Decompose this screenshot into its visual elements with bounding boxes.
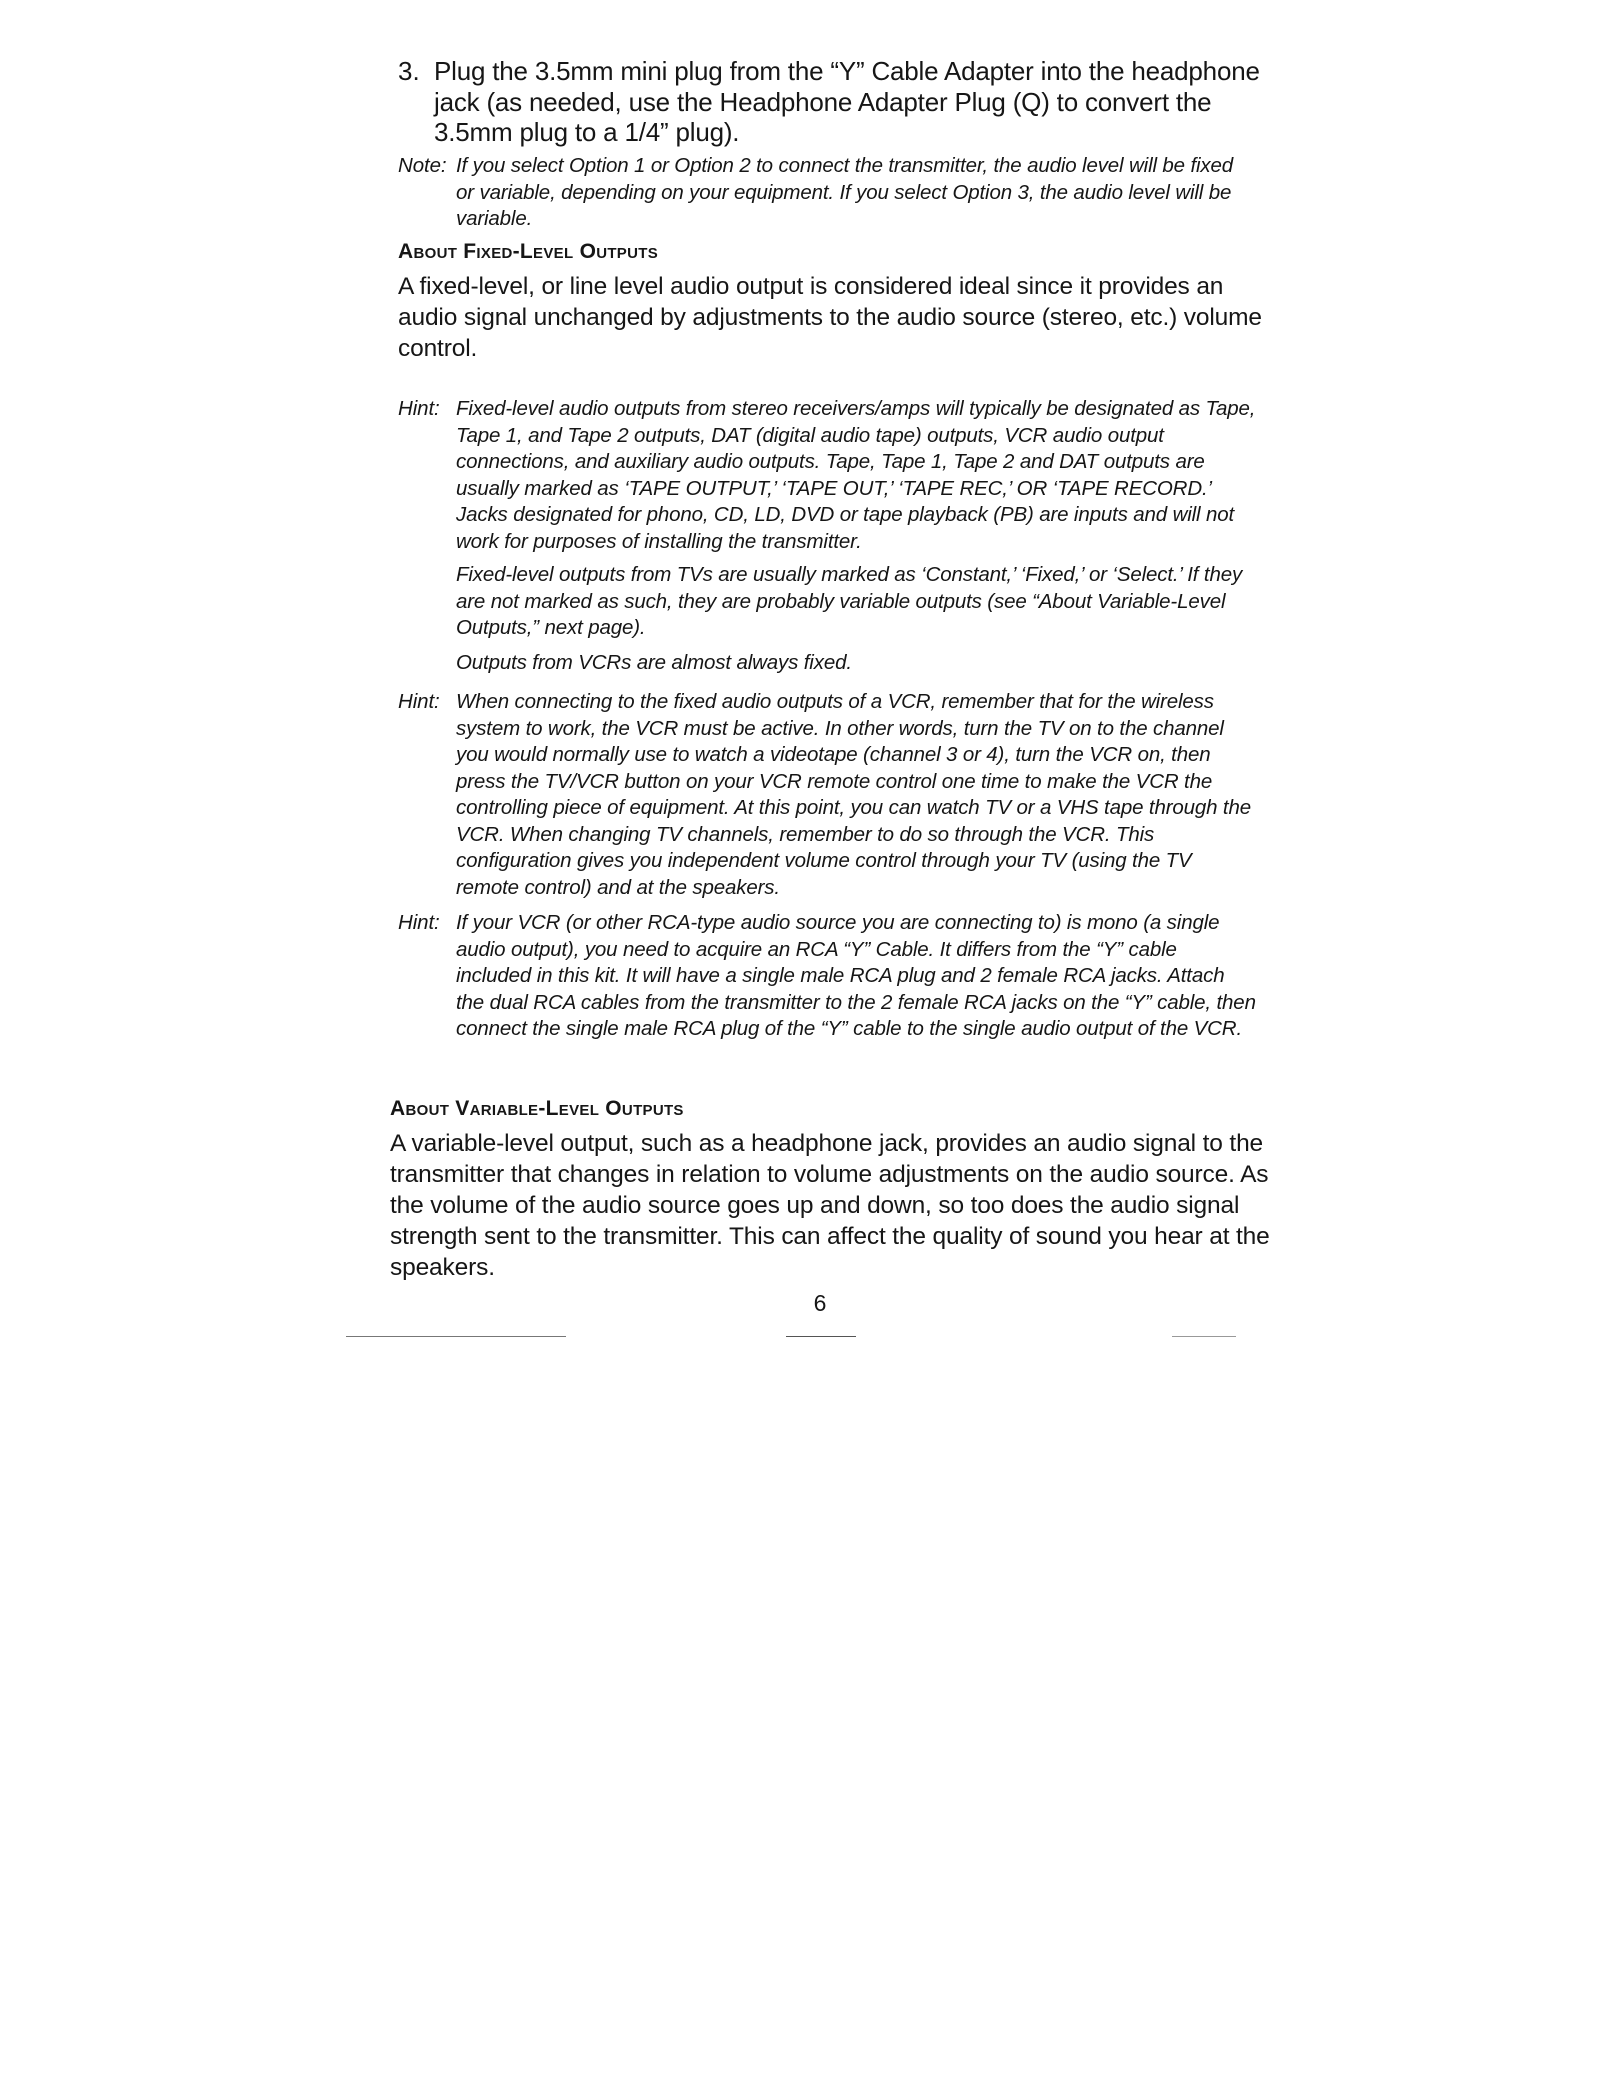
note-text: If you select Option 1 or Option 2 to connect the transmitter, the audio level will be fixed or variable, depending on your equipment. If you select Option 3, the audio level will be variable. <box>456 154 1234 230</box>
footer-rule <box>1172 1336 1236 1337</box>
fixed-level-heading: About Fixed-Level Outputs <box>398 240 658 263</box>
fixed-level-body: A fixed-level, or line level audio output is considered ideal since it provides an audio signal unchanged by adjustments to the audio source (stereo, etc.) volume control. <box>398 273 1262 362</box>
hint-label: Hint: <box>398 397 440 420</box>
page-number: 6 <box>813 1290 827 1316</box>
variable-level-heading: About Variable-Level Outputs <box>390 1097 684 1120</box>
hint-text-vcr-outputs: Outputs from VCRs are almost always fixed. <box>456 651 852 674</box>
hint-text: Fixed-level audio outputs from stereo receivers/amps will typically be designated as Tape, Tape 1, and Tape 2 outputs, DAT (digital audio tape) outputs, VCR audio output connections, and auxiliary audio outputs. Tape, Tape 1, Tape 2 and DAT outputs are usually marked as ‘TAPE OUTPUT,’ ‘TAPE OUT,’ ‘TAPE REC,’ OR ‘TAPE RECORD.’ Jacks designated for phono, CD, LD, DVD or tape playback (PB) are inputs and will not work for purposes of installing the transmitter. <box>456 397 1256 553</box>
hint-text: When connecting to the fixed audio outputs of a VCR, remember that for the wireless system to work, the VCR must be active. In other words, turn the TV on to the channel you would normally use to watch a videotape (channel 3 or 4), turn the VCR on, then press the TV/VCR button on your VCR remote control one time to make the VCR the controlling piece of equipment. At this point, you can watch TV or a VHS tape through the VCR. When changing TV channels, remember to do so through the VCR. This configuration gives you independent volume control through your TV (using the TV remote control) and at the speakers. <box>456 690 1251 899</box>
variable-level-body: A variable-level output, such as a headphone jack, provides an audio signal to the transmitter that changes in relation to volume adjustments on the audio source. As the volume of the audio source goes up and down, so too does the audio signal strength sent to the transmitter. This can affect the quality of sound you hear at the speakers. <box>390 1130 1270 1281</box>
footer-rule <box>786 1336 856 1337</box>
footer-rule <box>346 1336 566 1337</box>
step-text: Plug the 3.5mm mini plug from the “Y” Cable Adapter into the headphone jack (as needed, use the Headphone Adapter Plug (Q) to convert the 3.5mm plug to a 1/4” plug). <box>434 56 1260 147</box>
hint-label: Hint: <box>398 911 440 934</box>
note-label: Note: <box>398 154 447 177</box>
hint-text-tv-outputs: Fixed-level outputs from TVs are usually marked as ‘Constant,’ ‘Fixed,’ or ‘Select.’ If they are not marked as such, they are probably variable outputs (see “About Variable-Level Outputs,” next page). <box>456 563 1243 639</box>
step-number: 3. <box>398 56 420 86</box>
hint-text: If your VCR (or other RCA-type audio source you are connecting to) is mono (a single audio output), you need to acquire an RCA “Y” Cable. It differs from the “Y” cable included in this kit. It will have a single male RCA plug and 2 female RCA jacks. Attach the dual RCA cables from the transmitter to the 2 female RCA jacks on the “Y” cable, then connect the single male RCA plug of the “Y” cable to the single audio output of the VCR. <box>456 911 1256 1040</box>
hint-label: Hint: <box>398 690 440 713</box>
